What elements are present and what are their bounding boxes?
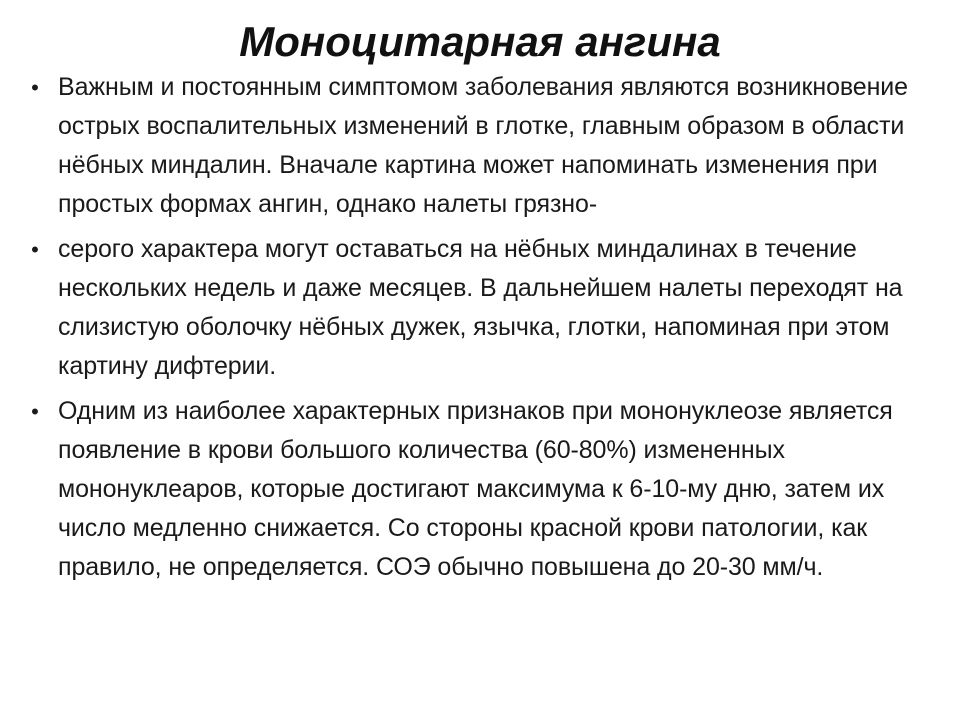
bullet-dot-icon: • (31, 75, 39, 100)
bullet-text: серого характера могут оставаться на нёбных миндалинах в течение нескольких недель и даже месяцев. В дальнейшем налеты переходят на слизистую оболочку нёбных дужек, язычка, глотки, напоминая при этом картину дифтерии. (58, 235, 903, 380)
bullet-dot-icon: • (31, 237, 39, 262)
bullet-text: Важным и постоянным симптомом заболевания являются возникновение острых воспалительных изменений в глотке, главным образом в области нёбных миндалин. Вначале картина может напоминать изменения при простых формах ангин, однако налеты грязно- (58, 73, 908, 218)
bullet-item-1 (31, 68, 942, 224)
bullet-item-3 (31, 392, 942, 587)
slide-title: Моноцитарная ангина (239, 18, 721, 65)
bullet-dot-icon: • (31, 399, 39, 424)
bullet-item-2 (31, 230, 942, 386)
bullet-text: Одним из наиболее характерных признаков при мононуклеозе является появление в крови большого количества (60-80%) измененных мононуклеаров, которые достигают максимума к 6-10-му дню, затем их число медленно снижается. Со стороны красной крови патологии, как правило, не определяется. СОЭ обычно повышена до 20-30 мм/ч. (58, 397, 893, 581)
bullet-list (31, 68, 942, 593)
